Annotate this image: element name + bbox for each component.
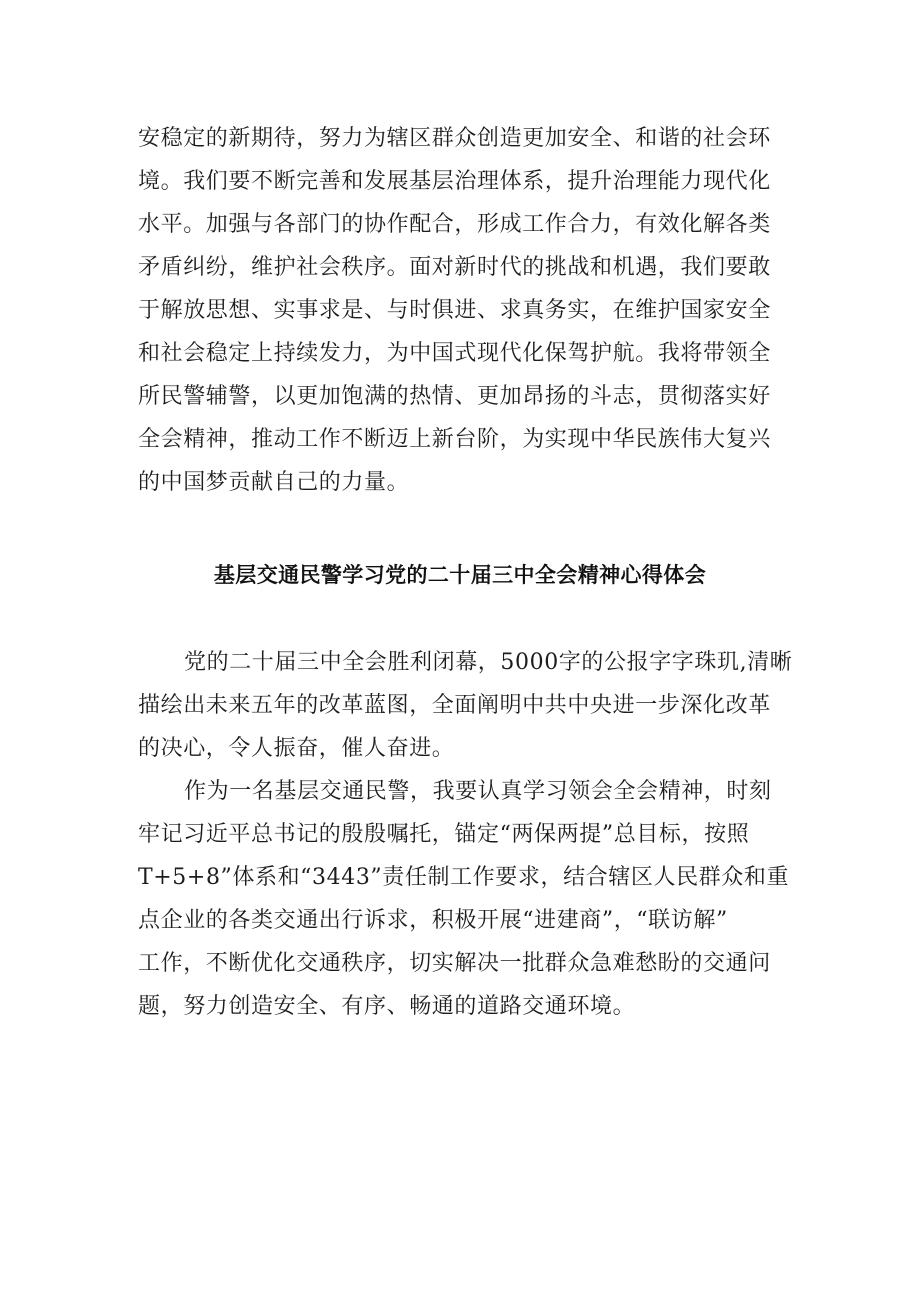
- text-line: 描绘出未来五年的改革蓝图，全面阐明中共中央进一步深化改革: [138, 693, 771, 718]
- text-line: 题，努力创造安全、有序、畅通的道路交通环境。: [138, 994, 636, 1019]
- text-line: 矛盾纠纷，维护社会秩序。面对新时代的挑战和机遇，我们要敢: [138, 255, 771, 280]
- text-line: T+5+8”体系和“3443”责任制工作要求，结合辖区人民群众和重: [138, 865, 790, 890]
- section-title: 基层交通民警学习党的二十届三中全会精神心得体会: [213, 563, 707, 587]
- text-line: 所民警辅警，以更加饱满的热情、更加昂扬的斗志，贯彻落实好: [138, 384, 771, 409]
- text-line: 和社会稳定上持续发力，为中国式现代化保驾护航。我将带领全: [138, 341, 771, 366]
- text-line: 境。我们要不断完善和发展基层治理体系，提升治理能力现代化: [138, 169, 771, 194]
- text-line: 水平。加强与各部门的协作配合，形成工作合力，有效化解各类: [138, 212, 771, 237]
- text-line: 的中国梦贡献自己的力量。: [138, 470, 410, 495]
- text-line: 牢记习近平总书记的殷殷嘱托，锚定“两保两提”总目标，按照: [138, 822, 750, 847]
- text-line: 工作，不断优化交通秩序，切实解决一批群众急难愁盼的交通问: [138, 951, 771, 976]
- text-line: 党的二十届三中全会胜利闭幕，5000字的公报字字珠玑,清晰: [184, 650, 793, 675]
- text-line: 的决心，令人振奋，催人奋进。: [138, 736, 455, 761]
- text-line: 全会精神，推动工作不断迈上新台阶，为实现中华民族伟大复兴: [138, 427, 771, 452]
- text-line: 于解放思想、实事求是、与时俱进、求真务实，在维护国家安全: [138, 298, 771, 323]
- text-line: 作为一名基层交通民警，我要认真学习领会全会精神，时刻: [184, 779, 772, 804]
- text-line: 点企业的各类交通出行诉求，积极开展“进建商”，“联访解”: [138, 908, 728, 933]
- text-line: 安稳定的新期待，努力为辖区群众创造更加安全、和谐的社会环: [138, 126, 771, 151]
